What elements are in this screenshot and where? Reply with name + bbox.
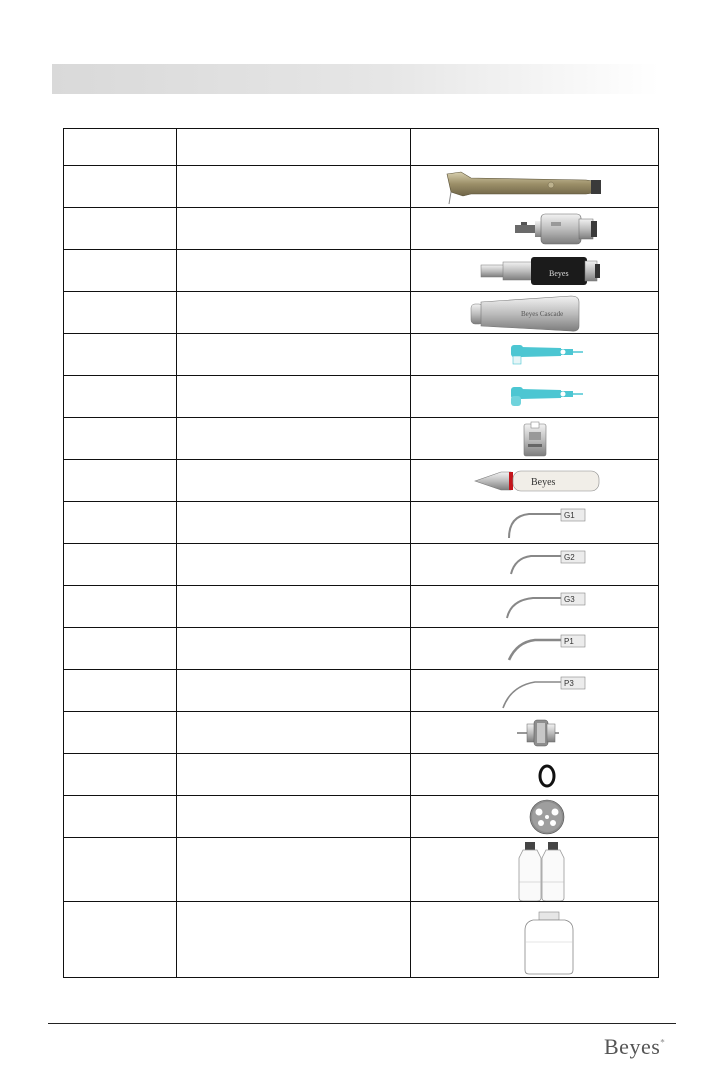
- quick-coupler-icon: [411, 208, 659, 250]
- table-row: [64, 670, 659, 712]
- picture-cell: [411, 902, 659, 978]
- item-cell: [64, 586, 177, 628]
- high-speed-handpiece-icon: [411, 166, 659, 208]
- picture-cell: [411, 586, 659, 628]
- picture-cell: [411, 208, 659, 250]
- scaler-tip-icon: [411, 586, 659, 628]
- name-cell: [177, 544, 411, 586]
- item-cell: [64, 292, 177, 334]
- table-row: [64, 292, 659, 334]
- o-ring-icon: [411, 754, 659, 796]
- picture-cell: [411, 166, 659, 208]
- svg-text:P1: P1: [564, 637, 574, 646]
- picture-cell: [411, 250, 659, 292]
- picture-cell: [411, 670, 659, 712]
- table-row: [64, 250, 659, 292]
- picture-cell: [411, 796, 659, 838]
- table-row: [64, 902, 659, 978]
- scaler-tip-icon: [411, 628, 659, 670]
- item-cell: [64, 250, 177, 292]
- air-motor-icon: [411, 250, 659, 292]
- item-cell: [64, 418, 177, 460]
- name-cell: [177, 796, 411, 838]
- name-cell: [177, 334, 411, 376]
- scaler-tip-icon: [411, 502, 659, 544]
- table-row: [64, 796, 659, 838]
- svg-text:Beyes: Beyes: [531, 477, 556, 488]
- item-cell: [64, 754, 177, 796]
- table-row: [64, 628, 659, 670]
- scaler-tip-icon: [411, 670, 659, 712]
- table-row: [64, 838, 659, 902]
- item-cell: [64, 670, 177, 712]
- table-row: [64, 460, 659, 502]
- picture-cell: [411, 544, 659, 586]
- header-cell-item: [64, 129, 177, 166]
- table-header-row: [64, 129, 659, 166]
- item-cell: [64, 460, 177, 502]
- item-cell: [64, 902, 177, 978]
- name-cell: [177, 754, 411, 796]
- table-row: [64, 166, 659, 208]
- picture-cell: [411, 292, 659, 334]
- name-cell: [177, 902, 411, 978]
- picture-cell: [411, 754, 659, 796]
- item-cell: [64, 208, 177, 250]
- picture-cell: [411, 460, 659, 502]
- table-row: [64, 502, 659, 544]
- svg-text:G2: G2: [564, 553, 575, 562]
- brand-logo: Beyes*: [604, 1034, 666, 1059]
- item-cell: [64, 502, 177, 544]
- svg-text:G1: G1: [564, 511, 575, 520]
- svg-text:Beyes: Beyes: [549, 269, 569, 278]
- name-cell: [177, 670, 411, 712]
- item-cell: [64, 544, 177, 586]
- item-cell: [64, 796, 177, 838]
- item-cell: [64, 712, 177, 754]
- table-row: [64, 754, 659, 796]
- water-bottles-icon: [411, 838, 659, 902]
- picture-cell: [411, 838, 659, 902]
- tip-wrench-icon: [411, 418, 659, 460]
- name-cell: [177, 502, 411, 544]
- straight-handpiece-icon: [411, 292, 659, 334]
- name-cell: [177, 712, 411, 754]
- table-row: [64, 544, 659, 586]
- name-cell: [177, 250, 411, 292]
- header-cell-name: [177, 129, 411, 166]
- table-row: [64, 334, 659, 376]
- name-cell: [177, 586, 411, 628]
- table-row: [64, 586, 659, 628]
- name-cell: [177, 838, 411, 902]
- item-cell: [64, 334, 177, 376]
- scaler-tip-icon: [411, 544, 659, 586]
- picture-cell: [411, 502, 659, 544]
- name-cell: [177, 166, 411, 208]
- scaler-handpiece-icon: [411, 460, 659, 502]
- name-cell: [177, 418, 411, 460]
- section-header-bar: [52, 64, 660, 94]
- picture-cell: [411, 334, 659, 376]
- header-cell-picture: [411, 129, 659, 166]
- item-cell: [64, 376, 177, 418]
- svg-text:G3: G3: [564, 595, 575, 604]
- item-cell: [64, 166, 177, 208]
- water-bottle-icon: [411, 902, 659, 978]
- picture-cell: [411, 628, 659, 670]
- item-cell: [64, 838, 177, 902]
- gasket-icon: [411, 796, 659, 838]
- name-cell: [177, 460, 411, 502]
- svg-text:P3: P3: [564, 679, 574, 688]
- turbine-cartridge-icon: [411, 712, 659, 754]
- svg-text:Beyes Cascade: Beyes Cascade: [521, 310, 564, 318]
- table-row: [64, 208, 659, 250]
- prophy-angle-icon: [411, 334, 659, 376]
- parts-table: [63, 128, 659, 978]
- table-row: [64, 712, 659, 754]
- name-cell: [177, 208, 411, 250]
- table-row: [64, 418, 659, 460]
- name-cell: [177, 376, 411, 418]
- prophy-angle-icon: [411, 376, 659, 418]
- name-cell: [177, 628, 411, 670]
- picture-cell: [411, 418, 659, 460]
- picture-cell: [411, 376, 659, 418]
- table-row: [64, 376, 659, 418]
- item-cell: [64, 628, 177, 670]
- name-cell: [177, 292, 411, 334]
- footer-divider: [48, 1023, 676, 1024]
- picture-cell: [411, 712, 659, 754]
